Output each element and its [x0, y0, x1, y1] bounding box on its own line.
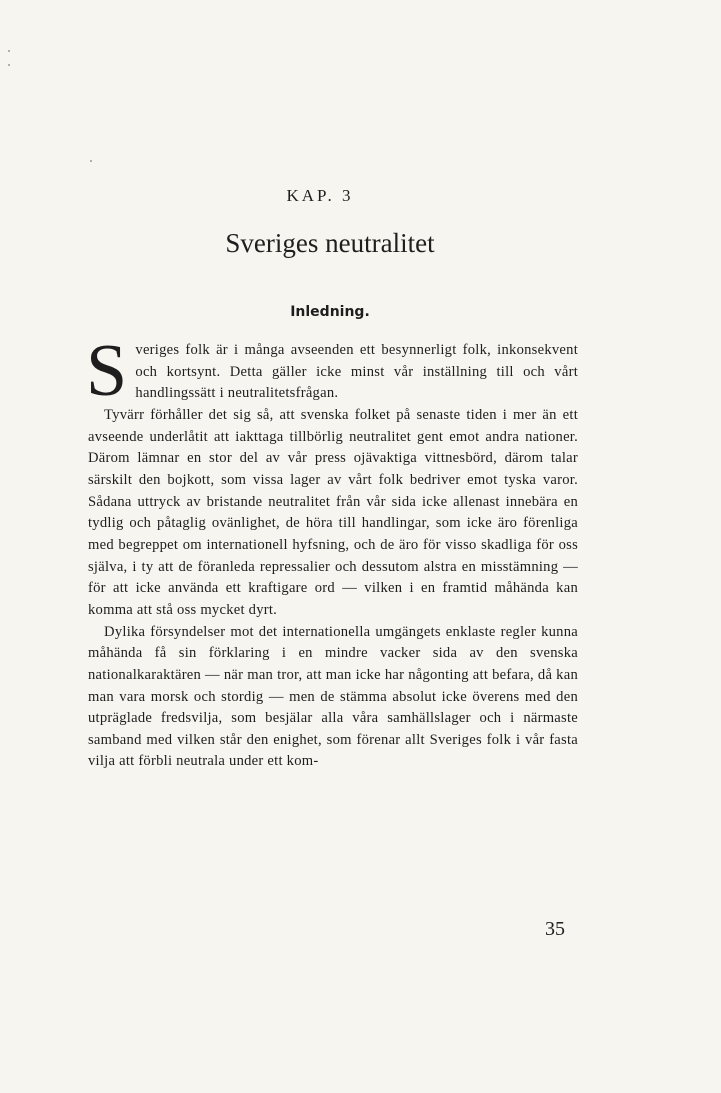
section-heading: Inledning.: [290, 304, 370, 320]
paragraph-lead-text: veriges folk är i många avseenden ett besynnerligt folk, inkonsekvent och kortsynt. Detta gäller icke minst vår inställning till och vårt handlingssätt i neutralitetsfrågan.: [135, 342, 578, 402]
drop-cap: S: [86, 330, 128, 412]
paragraph: [86, 330, 578, 412]
paper-speck: [8, 50, 10, 52]
paragraph: Tyvärr förhåller det sig så, att svenska folket på senaste tiden i mer än ett avseende underlåtit att iakttaga tillbörlig neutralitet gent emot andra nationer. Därom lämnar en stor del av vår press ojävaktiga vittnesbörd, därom talar särskilt den bojkott, som vissa lager av vårt folk bedriver emot tyska varor. Sådana uttryck av bristande neutralitet från vår sida icke allenast innebära en tydlig och påtaglig ovänlighet, de höra till handlingar, som icke äro förenliga med begreppet om internationell hyfsning, och de äro för visso skadliga för oss själva, i ty att de föranleda repressalier och dessutom alstra en misstämning — för att icke använda ett kraftigare ord — vilken i en framtid måhända kan komma att stå oss mycket dyrt.: [88, 406, 578, 618]
chapter-title: Sveriges neutralitet: [225, 228, 435, 258]
chapter-label: KAP. 3: [286, 186, 354, 205]
paper-speck: [90, 160, 92, 162]
paper-speck: [8, 64, 10, 66]
body-text: [86, 330, 578, 773]
page-number: 35: [545, 918, 565, 940]
paragraph: Dylika försyndelser mot det internationella umgängets enklaste regler kunna måhända få sin förklaring i en mindre vacker sida av den svenska nationalkaraktären — när man tror, att man icke har någonting att befara, då kan man vara morsk och stordig — men de stämma absolut icke överens med den utpräglade fredsvilja, som besjälar alla våra samhällslager och i närmaste samband med vilken står den enighet, som förenar allt Sveriges folk i vår fasta vilja att förbli neutrala under ett kom-: [88, 623, 578, 770]
